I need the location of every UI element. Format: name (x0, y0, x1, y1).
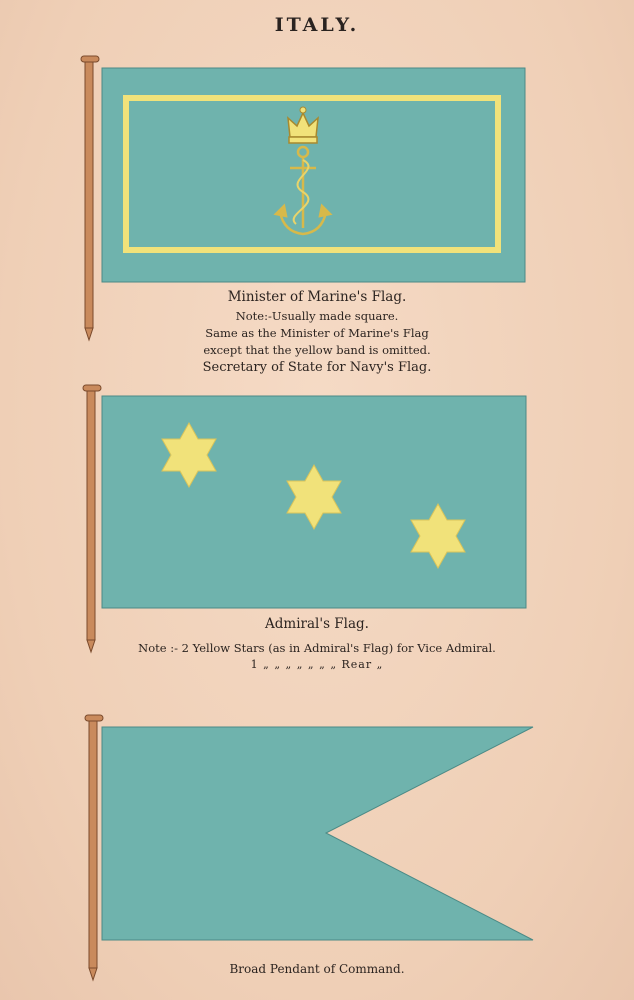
flagpole-3 (85, 715, 103, 980)
flag-3-caption: Broad Pendant of Command. (229, 962, 405, 976)
admirals-flag (102, 396, 526, 608)
flagpole-2 (83, 385, 101, 652)
flag-1-caption: Minister of Marine's Flag. (227, 289, 407, 305)
flag-1-note-4: Secretary of State for Navy's Flag. (202, 360, 432, 375)
flag-1-note-2: Same as the Minister of Marine's Flag (205, 326, 429, 340)
broad-pendant-of-command (102, 727, 533, 940)
flag-2-note-1: Note :- 2 Yellow Stars (as in Admiral's Flag) for Vice Admiral. (138, 641, 496, 655)
flag-1-note-1: Note:-Usually made square. (235, 309, 399, 323)
page-title: ITALY. (274, 14, 360, 36)
minister-of-marine-flag (102, 68, 525, 282)
flag-2-note-2: 1 „ „ „ „ „ „ „ Rear „ (250, 658, 384, 671)
flag-2-caption: Admiral's Flag. (265, 616, 369, 632)
flag-1-note-3: except that the yellow band is omitted. (203, 343, 431, 357)
